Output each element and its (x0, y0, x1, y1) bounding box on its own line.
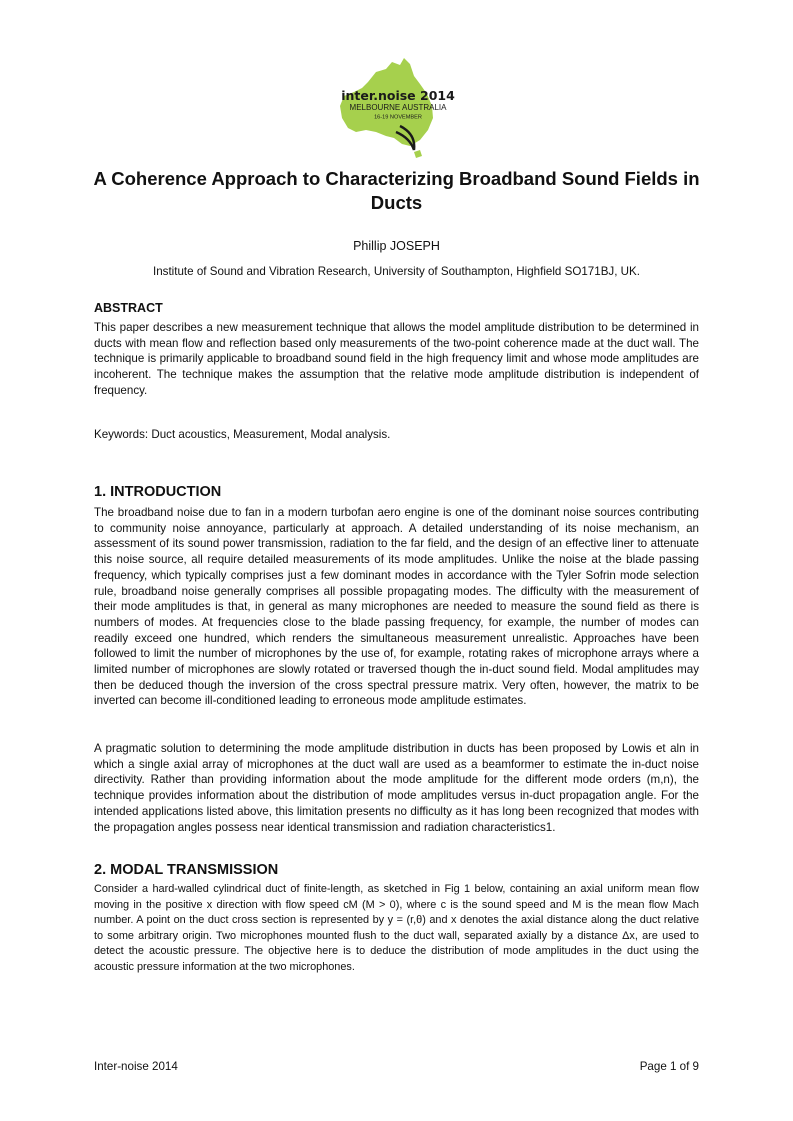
author-affiliation: Institute of Sound and Vibration Research, University of Southampton, Highfield SO171BJ, UK. (153, 265, 640, 278)
section-heading-introduction: 1. INTRODUCTION (94, 484, 222, 500)
keywords: Keywords: Duct acoustics, Measurement, Modal analysis. (94, 428, 391, 441)
footer-conference: Inter-noise 2014 (94, 1060, 178, 1073)
paper-title: A Coherence Approach to Characterizing Broadband Sound Fields in Ducts (93, 168, 700, 213)
logo-line1: inter.noise 2014 (341, 88, 455, 103)
logo-line2: MELBOURNE AUSTRALIA (349, 103, 447, 112)
logo-line3: 16-19 NOVEMBER (374, 114, 422, 121)
modal-paragraph-1: Consider a hard-walled cylindrical duct of finite-length, as sketched in Fig 1 below, containing an axial uniform mean flow moving in the positive x direction with flow speed cM (M > 0), where c is the sound speed and M is the mean flow Mach number. A point on the duct cross section is represented by y = (r,θ) and x denotes the axial distance along the duct relative to some arbitrary origin. Two microphones mounted flush to the duct wall, separated axially by a distance Δx, are used to detect the acoustic pressure. The objective here is to deduce the distribution of mode amplitudes in the duct using the acoustic pressure information at the two microphones. (94, 883, 699, 973)
australia-map-icon (330, 52, 462, 162)
intro-paragraph-2: A pragmatic solution to determining the mode amplitude distribution in ducts has been proposed by Lowis et aln in which a single axial array of microphones at the duct wall are used as a beamformer to estimate the in-duct noise directivity. Rather than providing information about the mode amplitude for the different mode orders (m,n), the technique provides information about the distribution of mode amplitudes versus in-duct propagation angle. For the intended applications listed above, this limitation presents no difficulty as it has long been recognized that modes with the propagation angles possess near identical transmission and radiation characteristics1. (94, 742, 699, 834)
conference-logo (330, 52, 462, 162)
section-heading-modal-transmission: 2. MODAL TRANSMISSION (94, 862, 279, 878)
author-name: Phillip JOSEPH (353, 239, 440, 253)
abstract-text: This paper describes a new measurement technique that allows the model amplitude distribution to be determined in ducts with mean flow and reflection based only measurements of the two-point coherence made at the duct wall. The technique is primarily applicable to broadband sound field in the high frequency limit and whose mode amplitudes are incoherent. The technique makes the assumption that the relative mode amplitude distribution is independent of frequency. (94, 321, 699, 397)
footer-page-number: Page 1 of 9 (639, 1060, 699, 1073)
abstract-heading: ABSTRACT (94, 301, 163, 315)
intro-paragraph-1: The broadband noise due to fan in a modern turbofan aero engine is one of the dominant noise sources contributing to community noise annoyance, particularly at approach. A detailed understanding of its noise mechanism, an assessment of its sound power transmission, radiation to the far field, and the design of an effective liner to attenuate this noise source, all require detailed measurements of its mode amplitudes. Unlike the noise at the blade passing frequency, which typically comprises just a few dominant modes in accordance with the Tyler Sofrin mode selection rule, broadband noise generally comprises all possible propagating modes. The difficulty with the measurement of their mode amplitudes is that, in general as many microphones are needed to measure the sound field as there is numbers of modes. At frequencies close to the blade passing frequency, for example, the number of modes can readily exceed one hundred, which renders the simultaneous measurement unrealistic. Approaches have been followed to limit the number of microphones by the use of, for example, rotating rakes of microphone arrays where a limited number of microphones are slowly rotated or traversed though the in-duct sound field. Modal amplitudes may then be deduced though the inversion of the cross spectral pressure matrix. Very often, however, the matrix to be inverted can become ill-conditioned leading to erroneous mode amplitude estimates. (94, 506, 699, 708)
